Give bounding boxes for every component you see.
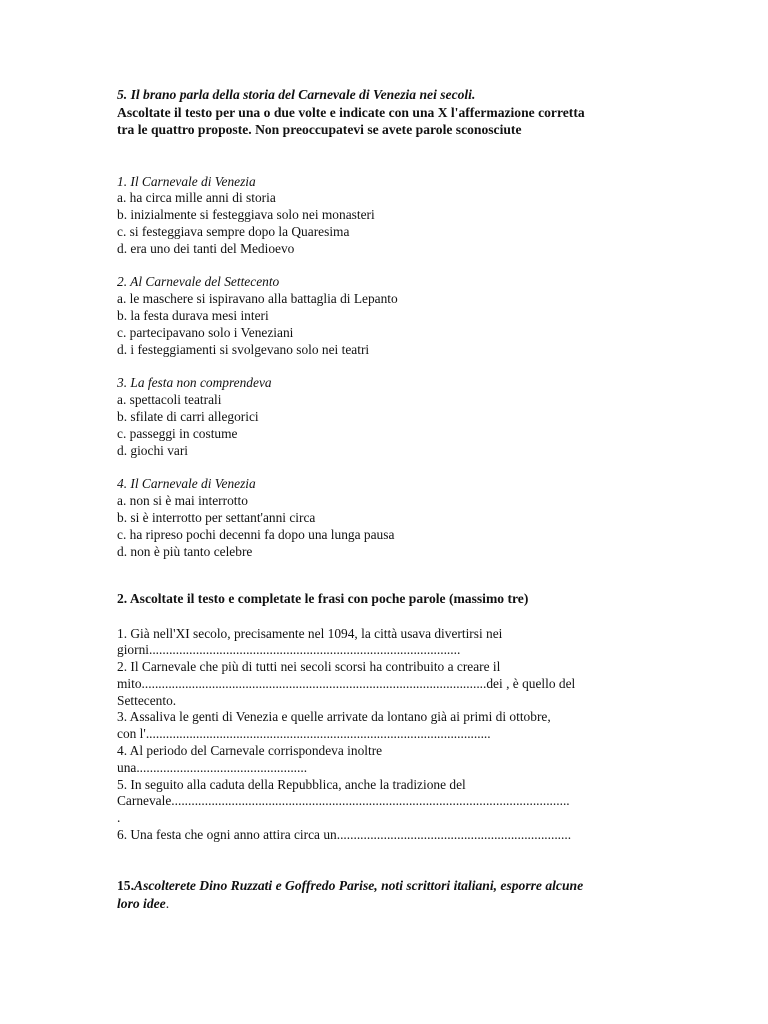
exercise-5-heading [117,86,657,139]
sentence-3-blank: con l'....................................................................................................... [117,726,491,742]
exercise-15-line-2: loro idee [117,895,166,911]
heading-line-2: Ascoltate il testo per una o due volte e indicate con una X l'affermazione corretta [117,104,585,120]
question-1 [117,174,657,258]
question-title: 3. La festa non comprendeva [117,375,272,391]
option-d: d. era uno dei tanti del Medioevo [117,240,295,256]
sentence-2-blank-row [117,676,657,693]
sentence-4-line-1: 4. Al periodo del Carnevale corrispondeva inoltre [117,743,383,759]
question-4 [117,476,657,560]
exercise-15-line-1: Ascolterete Dino Ruzzati e Goffredo Parise, noti scrittori italiani, esporre alcune [134,878,584,893]
exercise-15-section [117,877,657,912]
sentence-4-blank: una................................................... [117,759,308,775]
question-title: 4. Il Carnevale di Venezia [117,476,256,492]
question-title: 2. Al Carnevale del Settecento [117,274,280,290]
option-a: a. non si è mai interrotto [117,493,248,509]
option-c: c. si festeggiava sempre dopo la Quaresima [117,223,350,239]
heading-line-3: tra le quattro proposte. Non preoccupatevi se avete parole sconosciute [117,122,522,137]
option-c: c. ha ripreso pochi decenni fa dopo una lunga pausa [117,526,395,542]
sentence-1-blank: giorni............................................................................................. [117,642,461,658]
option-b: b. la festa durava mesi interi [117,308,269,324]
option-b: b. sfilate di carri allegorici [117,409,259,425]
option-c: c. partecipavano solo i Veneziani [117,324,294,340]
fill-in-sentences [117,626,657,844]
question-title: 1. Il Carnevale di Venezia [117,173,256,189]
exercise-2-heading: 2. Ascoltate il testo e completate le frasi con poche parole (massimo tre) [117,591,529,606]
option-b: b. si è interrotto per settant'anni circa [117,510,316,526]
option-a: a. spettacoli teatrali [117,392,222,408]
sentence-2-line-3: Settecento. [117,692,177,708]
sentence-6: 6. Una festa che ogni anno attira circa un...................................................................... [117,827,572,843]
sentence-2-line-1: 2. Il Carnevale che più di tutti nei secoli scorsi ha contribuito a creare il [117,659,501,675]
sentence-5-line-1: 5. In seguito alla caduta della Repubblica, anche la tradizione del [117,776,466,792]
sentence-2-blank: mito.......................................................................................................dei [117,675,503,691]
sentence-5-end: . [117,810,121,826]
heading-line-1: 5. Il brano parla della storia del Carnevale di Venezia nei secoli. [117,87,476,102]
question-2 [117,274,657,358]
exercise-2-section [117,590,657,844]
sentence-3-line-1: 3. Assaliva le genti di Venezia e quelle arrivate da lontano già ai primi di ottobre, [117,709,551,725]
exercise-15-end: . [165,895,170,911]
sentence-5-blank: Carnevale....................................................................................................................... [117,793,570,809]
exercise-number: 15. [117,878,134,893]
option-b: b. inizialmente si festeggiava solo nei monasteri [117,207,375,223]
option-a: a. le maschere si ispiravano alla battaglia di Lepanto [117,291,398,307]
option-d: d. i festeggiamenti si svolgevano solo nei teatri [117,341,370,357]
sentence-2-continuation: , è quello del [506,675,576,691]
option-d: d. giochi vari [117,442,189,458]
exercise-15-heading [117,877,657,912]
option-c: c. passeggi in costume [117,425,238,441]
option-a: a. ha circa mille anni di storia [117,190,276,206]
option-d: d. non è più tanto celebre [117,543,253,559]
exercise-5-section [117,86,657,560]
sentence-1-line-1: 1. Già nell'XI secolo, precisamente nel 1094, la città usava divertirsi nei [117,625,503,641]
question-3 [117,375,657,459]
